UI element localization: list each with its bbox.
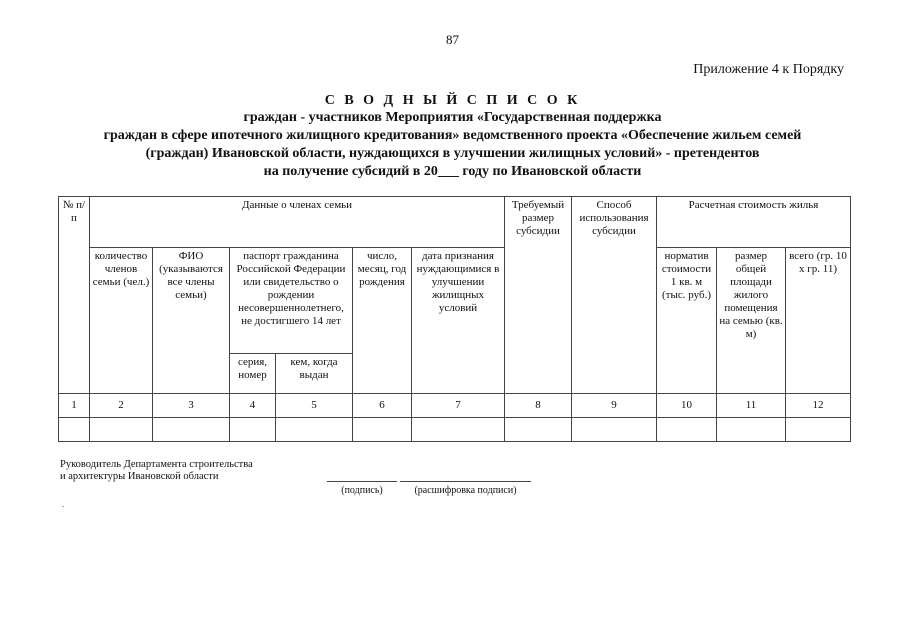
table-cell <box>153 418 230 442</box>
col-number: 10 <box>657 394 717 418</box>
table-cell <box>786 418 851 442</box>
col-number: 1 <box>59 394 90 418</box>
signer-title-line-2: и архитектуры Ивановской области <box>60 471 219 482</box>
header-fio: ФИО (указываются все члены семьи) <box>153 248 230 394</box>
header-total: всего (гр. 10 х гр. 11) <box>786 248 851 394</box>
stray-mark: . <box>62 500 64 509</box>
signature-line <box>327 481 397 482</box>
page-number: 87 <box>446 32 459 47</box>
table-cell <box>230 418 276 442</box>
table-cell <box>353 418 412 442</box>
header-recognition-date: дата признания нуждающимися в улучшении жилищных условий <box>412 248 505 394</box>
col-number: 6 <box>353 394 412 418</box>
subtitle-line-4: на получение субсидий в 20___ году по Ивановской области <box>263 164 642 179</box>
subtitle-line-3: (граждан) Ивановской области, нуждающихся в улучшении жилищных условий» - претендентов <box>145 146 760 161</box>
col-number: 2 <box>90 394 153 418</box>
header-num: № п/п <box>59 197 90 394</box>
subtitle-line-1: граждан - участников Мероприятия «Государственная поддержка <box>243 110 662 125</box>
header-family-data: Данные о членах семьи <box>90 197 505 248</box>
summary-table <box>58 196 851 442</box>
col-number: 7 <box>412 394 505 418</box>
col-number: 8 <box>505 394 572 418</box>
header-series-number: серия, номер <box>230 354 276 394</box>
signature-decode-caption: (расшифровка подписи) <box>414 485 517 496</box>
table-cell <box>717 418 786 442</box>
header-housing-cost: Расчетная стоимость жилья <box>657 197 851 248</box>
col-number: 5 <box>276 394 353 418</box>
col-number: 9 <box>572 394 657 418</box>
table-cell <box>572 418 657 442</box>
header-required-subsidy: Требуемый размер субсидии <box>505 197 572 394</box>
signature-decode-line <box>400 481 531 482</box>
table-cell <box>657 418 717 442</box>
document-heading <box>40 92 865 181</box>
signer-block <box>60 459 253 483</box>
header-area: размер общей площади жилого помещения на семью (кв. м) <box>717 248 786 394</box>
signer-title-line-1: Руководитель Департамента строительства <box>60 459 253 470</box>
appendix-label: Приложение 4 к Порядку <box>693 62 844 77</box>
header-issued-by: кем, когда выдан <box>276 354 353 394</box>
col-number: 11 <box>717 394 786 418</box>
table-cell <box>412 418 505 442</box>
header-passport: паспорт гражданина Российской Федерации или свидетельство о рождении несовершеннолетнего, не достигшего 14 лет <box>230 248 353 354</box>
table-cell <box>505 418 572 442</box>
table-cell <box>90 418 153 442</box>
col-number: 12 <box>786 394 851 418</box>
col-number: 4 <box>230 394 276 418</box>
table-cell <box>276 418 353 442</box>
header-member-count: количество членов семьи (чел.) <box>90 248 153 394</box>
header-subsidy-method: Способ использования субсидии <box>572 197 657 394</box>
header-birth-date: число, месяц, год рождения <box>353 248 412 394</box>
subtitle-line-2: граждан в сфере ипотечного жилищного кредитования» ведомственного проекта «Обеспечение жильем семей <box>103 128 802 143</box>
signature-caption: (подпись) <box>341 485 383 496</box>
col-number: 3 <box>153 394 230 418</box>
table-cell <box>59 418 90 442</box>
header-norm-cost: норматив стоимости 1 кв. м (тыс. руб.) <box>657 248 717 394</box>
document-title: С В О Д Н Ы Й С П И С О К <box>324 93 581 108</box>
